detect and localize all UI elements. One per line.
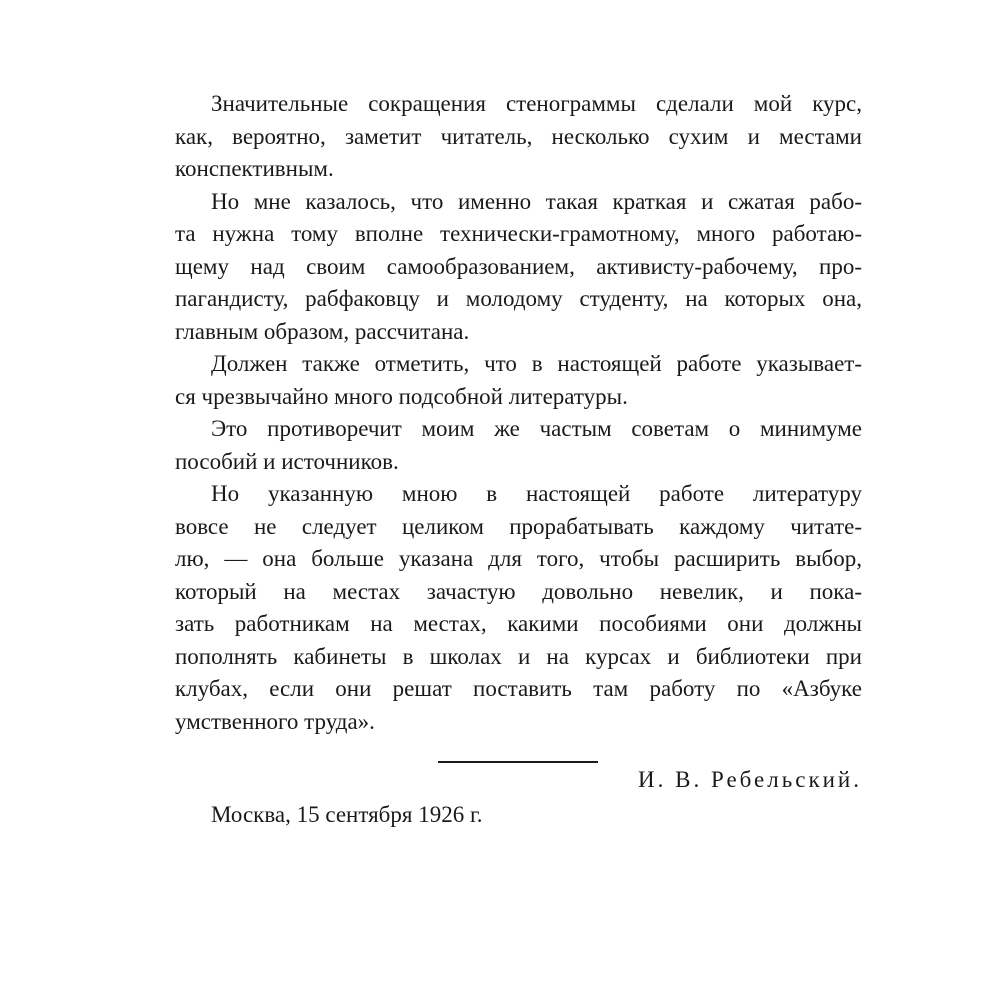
preface-text-block (175, 88, 862, 831)
text-line: зать работникам на местах, какими пособиями они должны (175, 611, 862, 636)
author-signature: И. В. Ребельский. (638, 767, 862, 792)
text-line: главным образом, рассчитана. (175, 318, 470, 344)
paragraph-2 (175, 186, 862, 349)
text-line: пособий и источников. (175, 448, 399, 474)
text-line: умственного труда». (175, 708, 375, 734)
paragraph-4 (175, 413, 862, 478)
text-line: клубах, если они решат поставить там работу по «Азбуке (175, 676, 862, 701)
paragraph-1 (175, 88, 862, 186)
text-line: ся чрезвычайно много подсобной литературы. (175, 383, 628, 409)
text-line: который на местах зачастую довольно невелик, и пока- (175, 578, 862, 604)
text-line: как, вероятно, заметит читатель, несколько сухим и местами (175, 123, 862, 149)
text-line: вовсе не следует целиком прорабатывать каждому читате- (175, 513, 862, 539)
closing-rule-divider (438, 761, 598, 763)
text-line: Но указанную мною в настоящей работе литературу (211, 481, 862, 506)
text-line: конспективным. (175, 156, 334, 181)
text-line: лю, — она больше указана для того, чтобы расширить выбор, (175, 546, 862, 571)
text-line: щему над своим самообразованием, активисту-рабочему, про- (175, 253, 862, 279)
text-line: Должен также отметить, что в настоящей работе указывает- (211, 351, 862, 376)
text-line: та нужна тому вполне технически-грамотному, много работаю- (175, 221, 862, 246)
text-line: Это противоречит моим же частым советам о минимуме (211, 416, 862, 441)
text-line: пополнять кабинеты в школах и на курсах и библиотеки при (175, 643, 862, 669)
paragraph-3 (175, 348, 862, 413)
place-and-date: Москва, 15 сентября 1926 г. (211, 801, 483, 827)
text-line: пагандисту, рабфаковцу и молодому студенту, на которых она, (175, 286, 862, 311)
text-line: Значительные сокращения стенограммы сделали мой курс, (211, 91, 862, 116)
paragraph-5 (175, 478, 862, 738)
text-line: Но мне казалось, что именно такая краткая и сжатая рабо- (211, 188, 862, 214)
